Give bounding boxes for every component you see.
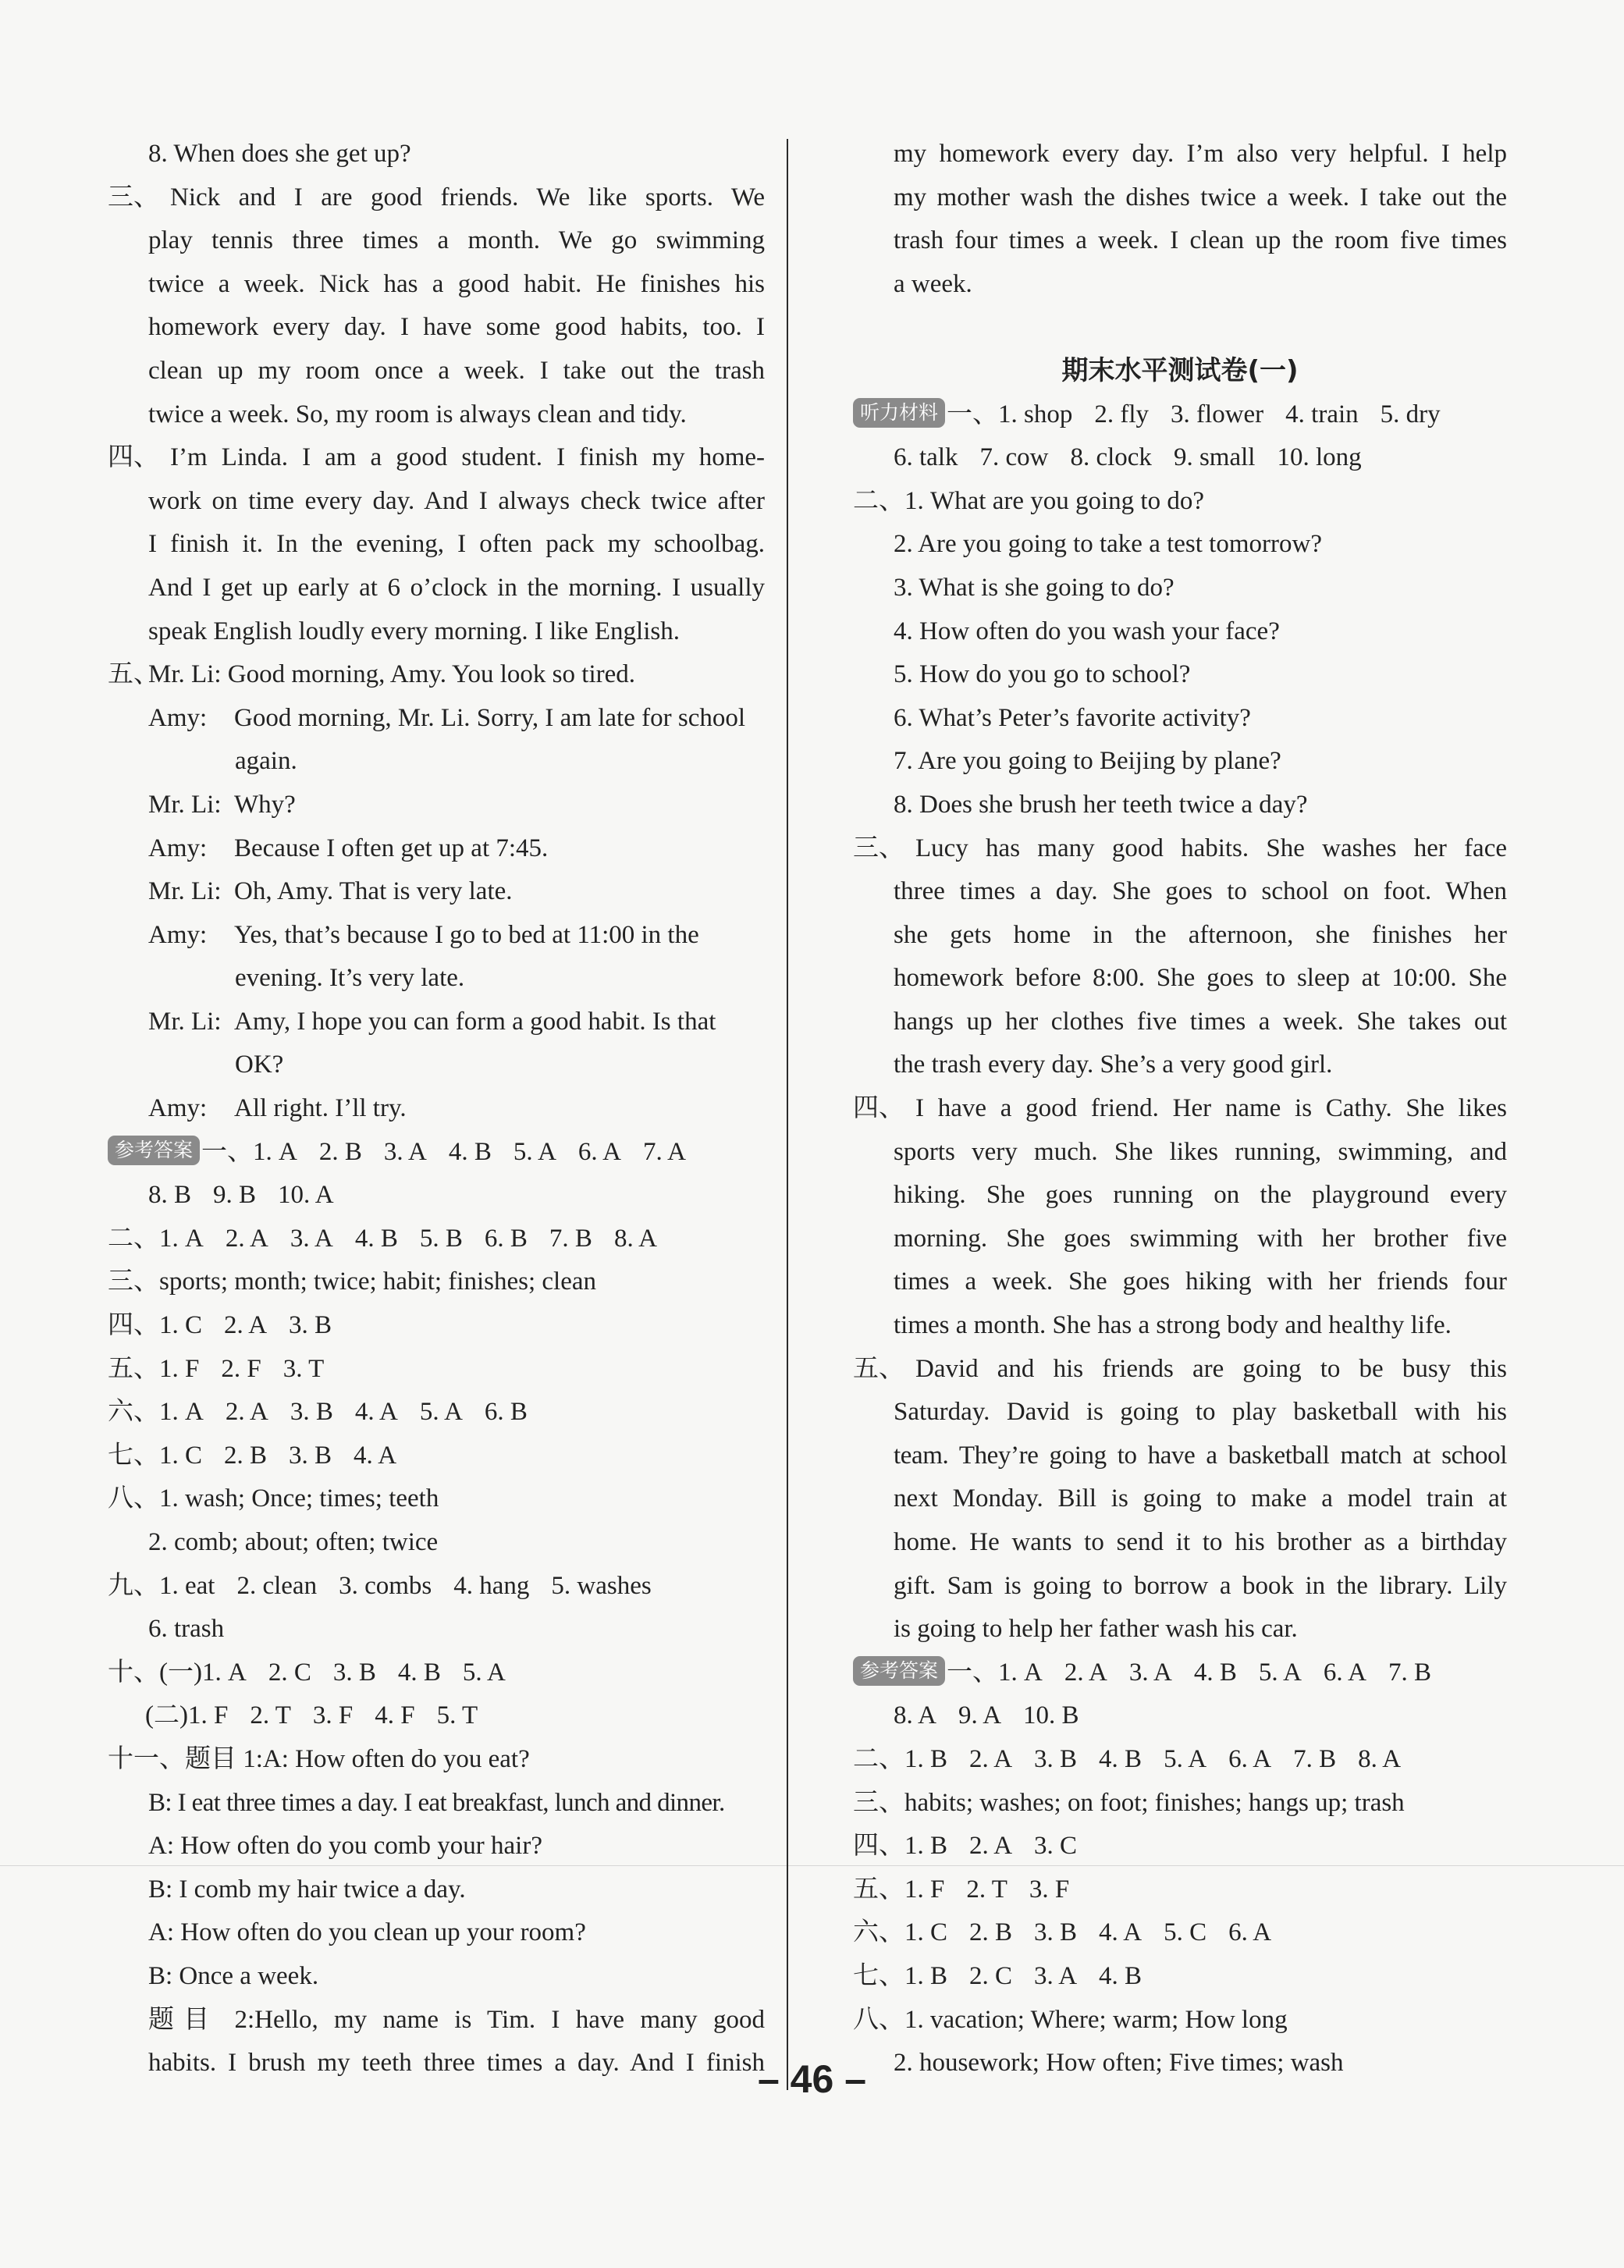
- text-line: speak English loudly every morning. I like English.: [148, 617, 680, 645]
- text-line: trash four times a week. I clean up the room five times: [894, 226, 1507, 255]
- text-line: morning. She goes swimming with her brother five: [894, 1224, 1507, 1253]
- speaker: Mr. Li:: [148, 877, 222, 906]
- text-line: twice a week. So, my room is always clean and tidy.: [148, 400, 687, 428]
- left-section-3: [108, 176, 765, 437]
- listening-question: 8. Does she brush her teeth twice a day?: [894, 790, 1308, 819]
- text-line: Lucy has many good habits. She washes her face: [915, 834, 1507, 862]
- answer-row: 十一、题目 1:A: How often do you eat?: [108, 1744, 530, 1773]
- speaker: Mr. Li:: [148, 790, 222, 819]
- text-line: I’m Linda. I am a good student. I finish my home-: [170, 443, 765, 472]
- answer-row: 九、1. eat 2. clean 3. combs 4. hang 5. washes: [108, 1571, 652, 1600]
- text-line: sports very much. She likes running, swimming, and: [894, 1137, 1507, 1166]
- section-mark: 四、: [853, 1094, 904, 1123]
- listening-question: 7. Are you going to Beijing by plane?: [894, 747, 1281, 776]
- text-line: times a month. She has a strong body and healthy life.: [894, 1311, 1452, 1340]
- text-line: And I get up early at 6 o’clock in the morning. I usually: [148, 573, 765, 602]
- left-column: [108, 133, 765, 2085]
- text-line: clean up my room once a week. I take out the trash: [148, 356, 765, 385]
- listening-row: 听力材料 一、1. shop 2. fly 3. flower 4. train 5. dry: [853, 393, 1507, 437]
- answer-row: 五、1. F 2. F 3. T: [108, 1354, 325, 1383]
- answer-row: B: Once a week.: [148, 1961, 319, 1990]
- answer-row: habits. I brush my teeth three times a day. And I finish: [148, 2049, 765, 2078]
- text-line: the trash every day. She’s a very good girl.: [894, 1050, 1333, 1079]
- text-line: times a week. She goes hiking with her friends four: [894, 1267, 1507, 1296]
- answer-key-badge: 参考答案: [853, 1656, 945, 1686]
- right-section-5: [853, 1348, 1507, 1651]
- left-section-4: [108, 436, 765, 653]
- answer-row: 二、1. B 2. A 3. B 4. B 5. A 6. A 7. B 8. A: [853, 1744, 1402, 1773]
- answer-row: 参考答案 一、1. A 2. A 3. A 4. B 5. A 6. A 7. B: [853, 1651, 1507, 1695]
- right-section-4: [853, 1087, 1507, 1348]
- text-line: she gets home in the afternoon, she finishes her: [894, 920, 1507, 949]
- text-line: home. He wants to send it to his brother as a birthday: [894, 1528, 1507, 1556]
- listening-question: 4. How often do you wash your face?: [894, 617, 1280, 645]
- speaker: Amy:: [148, 1094, 208, 1123]
- section-mark: 五、: [853, 1354, 904, 1383]
- text-line: three times a day. She goes to school on foot. When: [894, 877, 1507, 906]
- listening-question: 5. How do you go to school?: [894, 660, 1191, 689]
- text-line: play tennis three times a month. We go swimming: [148, 226, 765, 255]
- answer-row: 四、1. C 2. A 3. B: [108, 1311, 332, 1340]
- text-line: my homework every day. I’m also very helpful. I help: [894, 140, 1507, 168]
- dialog-continuation: again.: [235, 747, 297, 776]
- answer-row: B: I comb my hair twice a day.: [148, 1875, 466, 1904]
- answer-key-badge: 参考答案: [108, 1136, 200, 1165]
- dialog-text: Amy, I hope you can form a good habit. Is that: [234, 1007, 716, 1036]
- dialog-text: Because I often get up at 7:45.: [234, 834, 549, 862]
- column-divider: [787, 139, 788, 2090]
- speaker: Amy:: [148, 834, 208, 862]
- text-line: Nick and I are good friends. We like sports. We: [170, 183, 765, 212]
- answer-row: (二)1. F 2. T 3. F 4. F 5. T: [145, 1701, 478, 1730]
- answer-row: 五、1. F 2. T 3. F: [853, 1875, 1070, 1904]
- section-mark: 四、: [108, 443, 159, 472]
- listening-question: 3. What is she going to do?: [894, 573, 1174, 602]
- answer-row: 十、(一)1. A 2. C 3. B 4. B 5. A: [108, 1658, 506, 1687]
- answer-row: 七、1. B 2. C 3. A 4. B: [853, 1961, 1142, 1990]
- answer-row: 六、1. A 2. A 3. B 4. A 5. A 6. B: [108, 1398, 528, 1427]
- answer-row: 参考答案 一、1. A 2. B 3. A 4. B 5. A 6. A 7. A: [108, 1131, 765, 1175]
- right-column: [853, 133, 1507, 2085]
- right-answers: [853, 1651, 1507, 2085]
- text-line: David and his friends are going to be busy this: [915, 1354, 1507, 1383]
- question-8: 8. When does she get up?: [148, 140, 411, 168]
- dialog-continuation: evening. It’s very late.: [235, 964, 465, 993]
- text-line: team. They’re going to have a basketball match at school: [894, 1441, 1507, 1470]
- answer-row: 七、1. C 2. B 3. B 4. A: [108, 1441, 397, 1470]
- text-line: Saturday. David is going to play basketball with his: [894, 1398, 1507, 1427]
- section-mark: 三、: [108, 183, 159, 212]
- text-line: work on time every day. And I always check twice after: [148, 486, 765, 515]
- text-line: hangs up her clothes five times a week. She takes out: [894, 1007, 1507, 1036]
- left-answers: [108, 1131, 765, 2085]
- text-line: my mother wash the dishes twice a week. I take out the: [894, 183, 1507, 212]
- text-line: hiking. She goes running on the playground every: [894, 1181, 1507, 1210]
- answer-row: 8. B 9. B 10. A: [148, 1181, 334, 1210]
- left-section-5-dialog: [108, 653, 765, 1131]
- text-line: next Monday. Bill is going to make a model train at: [894, 1484, 1507, 1513]
- answer-row: 6. trash: [148, 1615, 225, 1644]
- section-mark: 三、: [853, 834, 904, 862]
- text-line: I finish it. In the evening, I often pack my schoolbag.: [148, 530, 765, 559]
- listening-badge: 听力材料: [853, 398, 945, 428]
- text-line: homework every day. I have some good habits, too. I: [148, 313, 765, 342]
- speaker: Amy:: [148, 920, 208, 949]
- dialog-text: All right. I’ll try.: [234, 1094, 407, 1123]
- answer-row: 八、1. wash; Once; times; teeth: [108, 1484, 439, 1513]
- dialog-continuation: OK?: [235, 1050, 284, 1079]
- speaker: Mr. Li:: [148, 660, 222, 689]
- answer-row: B: I eat three times a day. I eat breakfast, lunch and dinner.: [148, 1788, 725, 1817]
- exam-title: 期末水平测试卷(一): [1061, 354, 1299, 386]
- answer-row: 八、1. vacation; Where; warm; How long: [853, 2005, 1288, 2034]
- listening-question: 二、1. What are you going to do?: [853, 486, 1204, 515]
- answer-row: 四、1. B 2. A 3. C: [853, 1832, 1078, 1861]
- answer-row: 三、sports; month; twice; habit; finishes; clean: [108, 1267, 596, 1296]
- text-line: a week.: [894, 269, 972, 298]
- text-line: twice a week. Nick has a good habit. He finishes his: [148, 269, 765, 298]
- answer-row: A: How often do you comb your hair?: [148, 1832, 542, 1861]
- answer-row: 三、habits; washes; on foot; finishes; hangs up; trash: [853, 1788, 1405, 1817]
- text-line: homework before 8:00. She goes to sleep at 10:00. She: [894, 964, 1507, 993]
- answer-row: 六、1. C 2. B 3. B 4. A 5. C 6. A: [853, 1918, 1272, 1947]
- speaker: Mr. Li:: [148, 1007, 222, 1036]
- dialog-text: Oh, Amy. That is very late.: [234, 877, 513, 906]
- answer-row: A: How often do you clean up your room?: [148, 1918, 586, 1947]
- answer-row: 二、1. A 2. A 3. A 4. B 5. B 6. B 7. B 8. A: [108, 1224, 657, 1253]
- text-line: I have a good friend. Her name is Cathy. She likes: [915, 1094, 1507, 1123]
- dialog-text: Yes, that’s because I go to bed at 11:00 in the: [234, 920, 699, 949]
- text-line: is going to help her father wash his car.: [894, 1615, 1298, 1644]
- page-number: – 46 –: [757, 2057, 866, 2101]
- dialog-text: Good morning, Amy. You look so tired.: [227, 660, 635, 689]
- answer-row: 2. housework; How often; Five times; wash: [894, 2049, 1344, 2078]
- right-section-3: [853, 827, 1507, 1088]
- section-mark: 五、: [108, 660, 159, 689]
- text-line: gift. Sam is going to borrow a book in the library. Lily: [894, 1571, 1507, 1600]
- dialog-text: Why?: [234, 790, 296, 819]
- listening-question: 2. Are you going to take a test tomorrow?: [894, 530, 1322, 559]
- answer-row: 2. comb; about; often; twice: [148, 1528, 439, 1556]
- answer-row: 题目 2:Hello, my name is Tim. I have many good: [148, 2005, 765, 2034]
- listening-row: 6. talk 7. cow 8. clock 9. small 10. long: [894, 443, 1362, 472]
- answer-row: 8. A 9. A 10. B: [894, 1701, 1079, 1730]
- speaker: Amy:: [148, 703, 208, 732]
- dialog-text: Good morning, Mr. Li. Sorry, I am late for school: [234, 703, 746, 732]
- listening-question: 6. What’s Peter’s favorite activity?: [894, 703, 1251, 732]
